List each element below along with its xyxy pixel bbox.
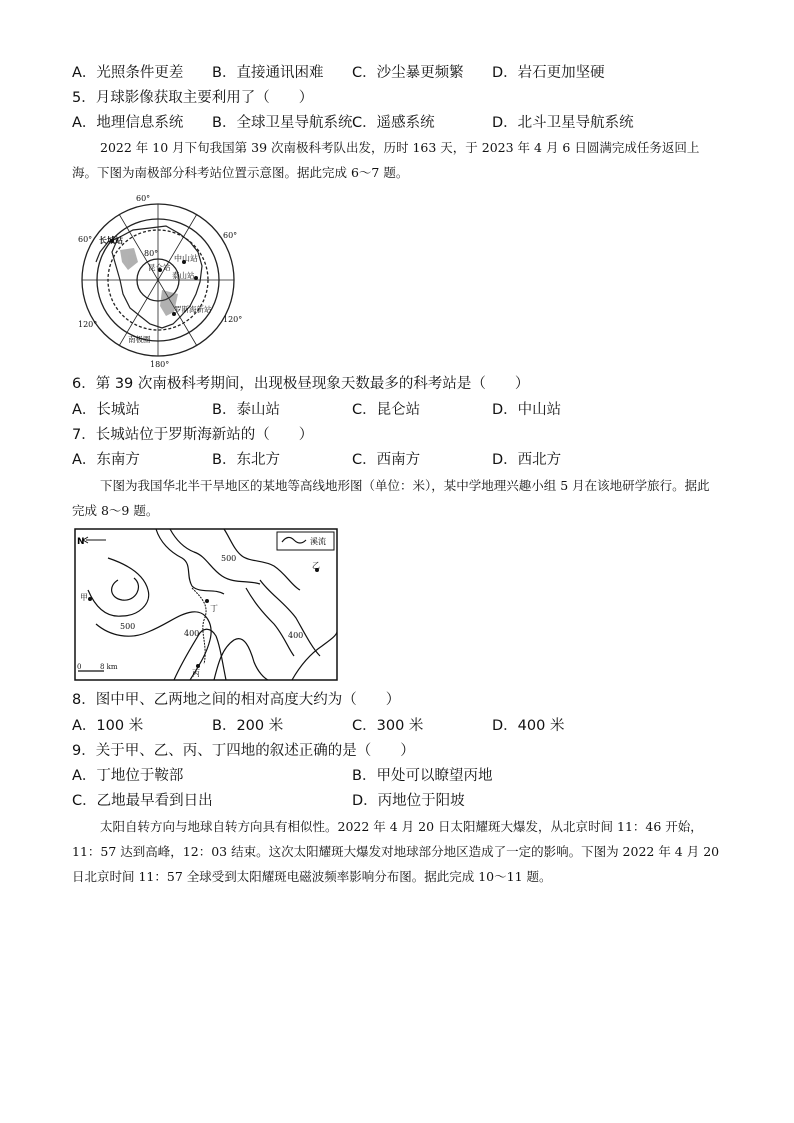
contour-400-mid: 400 [184, 629, 200, 638]
q7-option-c: C．西南方 [352, 452, 421, 468]
q8-stem: 8．图中甲、乙两地之间的相对高度大约为（ ） [72, 692, 401, 708]
lon-60-top: 60° [136, 194, 151, 203]
q5-option-a: A．地理信息系统 [72, 115, 184, 131]
q8-option-a: A．100 米 [72, 718, 144, 734]
label-yi: 乙 [312, 561, 320, 570]
label-kunlun: 昆仑站 [148, 263, 171, 272]
q9-option-a: A．丁地位于鞍部 [72, 768, 184, 784]
q6-option-c: C．昆仑站 [352, 402, 421, 418]
passage-contour: 下图为我国华北半干旱地区的某地等高线地形图（单位：米），某中学地理兴趣小组 5 月在该地研学旅行。据此完成 8～9 题。 [72, 478, 710, 518]
bing-dot [196, 664, 200, 668]
contour-map [74, 528, 338, 681]
lon-60-left: 60° [78, 235, 93, 244]
lon-120-right: 120° [223, 315, 243, 324]
q5-stem: 5．月球影像获取主要利用了（ ） [72, 90, 314, 106]
legend-stream: 溪流 [310, 537, 326, 546]
taishan-dot [194, 276, 198, 280]
q9-stem: 9．关于甲、乙、丙、丁四地的叙述正确的是（ ） [72, 743, 415, 759]
label-jia: 甲 [80, 593, 88, 602]
q5-option-d: D．北斗卫星导航系统 [492, 115, 634, 131]
q7-stem: 7．长城站位于罗斯海新站的（ ） [72, 427, 314, 443]
lat-80: 80° [144, 249, 159, 258]
q5-option-b: B．全球卫星导航系统 [212, 115, 353, 131]
contour-400-right: 400 [288, 631, 304, 640]
q6-option-d: D．中山站 [492, 402, 562, 418]
label-luosihai: 罗斯海新站 [174, 305, 212, 314]
q4-option-d: D．岩石更加坚硬 [492, 65, 605, 81]
q9-option-b: B．甲处可以瞭望丙地 [352, 768, 493, 784]
passage-solar-flare: 太阳自转方向与地球自转方向具有相似性。2022 年 4 月 20 日太阳耀斑大爆发，从北京时间 11：46 开始，11：57 达到高峰，12：03 结束。这次太阳耀斑大爆发对地球部分地区造成了一定的影响。下图为 2022 年 4 月 20 日北京时间 11：57 全球受到太阳耀斑电磁波频率影响分布图。据此完成 10～11 题。 [72, 819, 720, 884]
q4-option-b: B．直接通讯困难 [212, 65, 324, 81]
scale-zero: 0 [77, 663, 82, 671]
q6-stem: 6．第 39 次南极科考期间，出现极昼现象天数最多的科考站是（ ） [72, 376, 530, 392]
antarctic-station-map [78, 190, 243, 370]
label-ding: 丁 [210, 604, 218, 613]
q4-option-c: C．沙尘暴更频繁 [352, 65, 464, 81]
label-zhongshan: 中山站 [174, 254, 198, 263]
jia-dot [88, 597, 92, 601]
lon-180: 180° [150, 360, 170, 369]
q9-option-d: D．丙地位于阳坡 [352, 793, 465, 809]
q8-option-d: D．400 米 [492, 718, 565, 734]
q8-option-b: B．200 米 [212, 718, 284, 734]
lon-60-right: 60° [223, 231, 238, 240]
q5-option-c: C．遥感系统 [352, 115, 435, 131]
q6-option-b: B．泰山站 [212, 402, 280, 418]
label-taishan: 泰山站 [172, 271, 195, 280]
passage-antarctic: 2022 年 10 月下旬我国第 39 次南极科考队出发，历时 163 天，于 2023 年 4 月 6 日圆满完成任务返回上海。下图为南极部分科考站位置示意图。据此完成 6～7 题。 [72, 140, 700, 180]
lon-120-left: 120° [78, 320, 98, 329]
contour-500-left: 500 [120, 622, 136, 631]
q7-option-a: A．东南方 [72, 452, 140, 468]
label-changcheng: 长城站 [99, 235, 123, 245]
north-label: N [77, 537, 85, 547]
contour-500-top: 500 [221, 554, 237, 563]
q6-option-a: A．长城站 [72, 402, 140, 418]
q4-option-a: A．光照条件更差 [72, 65, 184, 81]
label-bing: 丙 [192, 669, 200, 678]
q7-option-d: D．西北方 [492, 452, 562, 468]
ding-dot [205, 599, 209, 603]
label-nanjiquan: 南极圈 [128, 335, 151, 344]
scale-8km: 8 km [100, 663, 118, 671]
q8-option-c: C．300 米 [352, 718, 424, 734]
q7-option-b: B．东北方 [212, 452, 280, 468]
q9-option-c: C．乙地最早看到日出 [72, 793, 213, 809]
